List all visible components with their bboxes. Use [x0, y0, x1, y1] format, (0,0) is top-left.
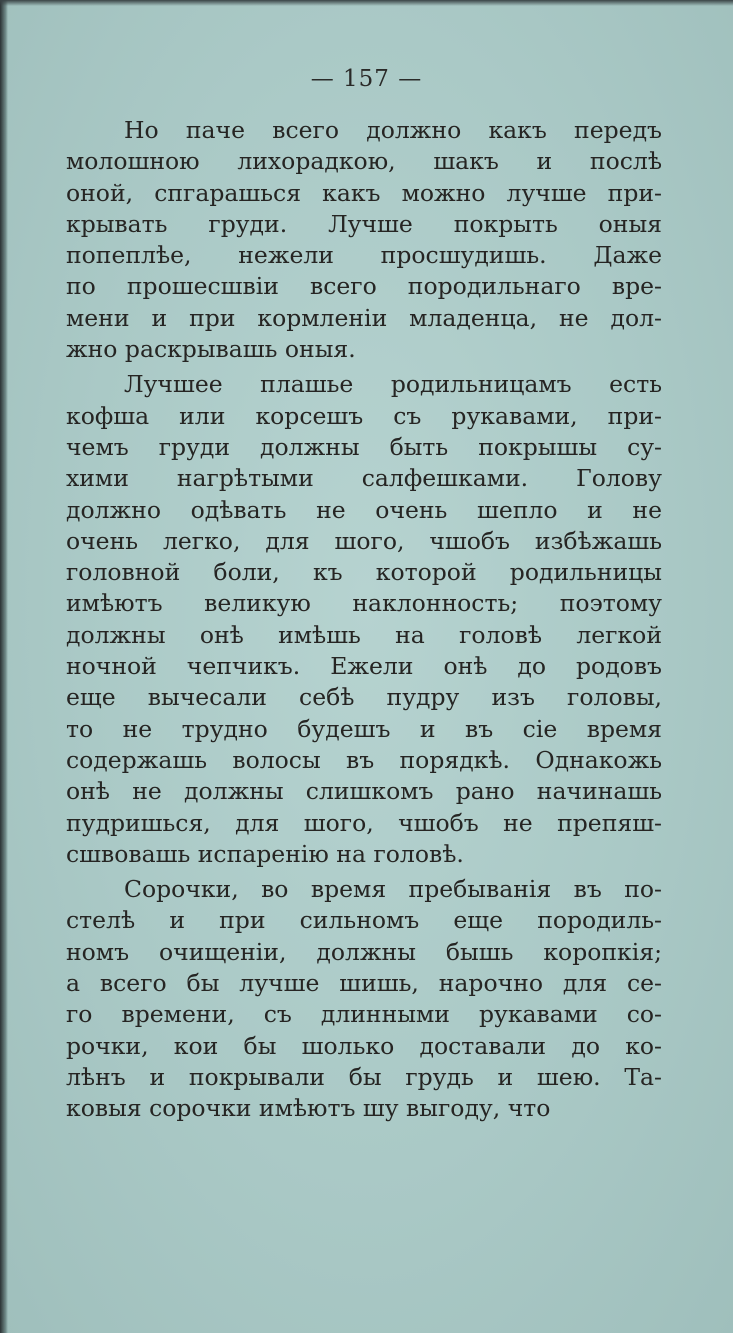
text-line: должны онѣ имѣшь на головѣ легкой — [66, 620, 662, 649]
text-line: то не трудно будешъ и въ сіе время — [66, 714, 662, 743]
text-line: пудришься, для шого, чшобъ не препяш- — [66, 808, 662, 837]
text-line: ночной чепчикъ. Ежели онѣ до родовъ — [66, 652, 662, 681]
paragraph — [66, 115, 662, 365]
text-line: а всего бы лучше шишь, нарочно для се- — [66, 969, 662, 998]
paragraph — [66, 874, 662, 1124]
text-line: еще вычесали себѣ пудру изъ головы, — [66, 683, 662, 712]
text-line: крывать груди. Лучше покрыть оныя — [66, 209, 662, 238]
text-line: оной, спгарашься какъ можно лучше при- — [66, 178, 662, 207]
paragraph — [66, 369, 662, 870]
text-line: имѣютъ великую наклонность; поэтому — [66, 589, 662, 618]
text-line: Лучшее плашье родильницамъ есть — [124, 370, 662, 399]
text-line: онѣ не должны слишкомъ рано начинашь — [66, 777, 662, 806]
page-top-shadow — [0, 0, 733, 6]
text-line: очень легко, для шого, чшобъ избѣжашь — [66, 526, 662, 555]
text-line: попеплѣе, нежели просшудишь. Даже — [66, 241, 662, 270]
text-line: стелѣ и при сильномъ еще породиль- — [66, 906, 662, 935]
text-line: головной боли, къ которой родильницы — [66, 558, 662, 587]
text-line: рочки, кои бы шолько доставали до ко- — [66, 1031, 662, 1060]
text-line: номъ очищеніи, должны бышь коропкія; — [66, 937, 662, 966]
text-line: го времени, съ длинными рукавами со- — [66, 1000, 662, 1029]
text-line: мени и при кормленіи младенца, не дол- — [66, 303, 662, 332]
text-line: ковыя сорочки имѣютъ шу выгоду, что — [66, 1094, 551, 1123]
text-line: содержашь волосы въ порядкѣ. Однакожь — [66, 745, 662, 774]
text-line: лѣнъ и покрывали бы грудь и шею. Та- — [66, 1062, 662, 1091]
text-line: сшвовашь испаренію на головѣ. — [66, 839, 464, 868]
text-line: должно одѣвать не очень шепло и не — [66, 495, 662, 524]
text-line: хими нагрѣтыми салфешками. Голову — [66, 464, 662, 493]
body-text — [66, 115, 662, 1125]
text-line: жно раскрывашь оныя. — [66, 335, 356, 364]
text-line: Но паче всего должно какъ передъ — [124, 116, 662, 144]
text-line: по прошесшвіи всего породильнаго вре- — [66, 272, 662, 301]
page-number-header: — 157 — — [310, 66, 423, 92]
text-line: молошною лихорадкою, шакъ и послѣ — [66, 147, 662, 176]
text-line: чемъ груди должны быть покрышы су- — [66, 432, 662, 461]
text-line: Сорочки, во время пребыванія въ по- — [124, 875, 662, 904]
text-line: кофша или корсешъ съ рукавами, при- — [66, 401, 662, 430]
page-edge-shadow — [0, 0, 8, 1333]
